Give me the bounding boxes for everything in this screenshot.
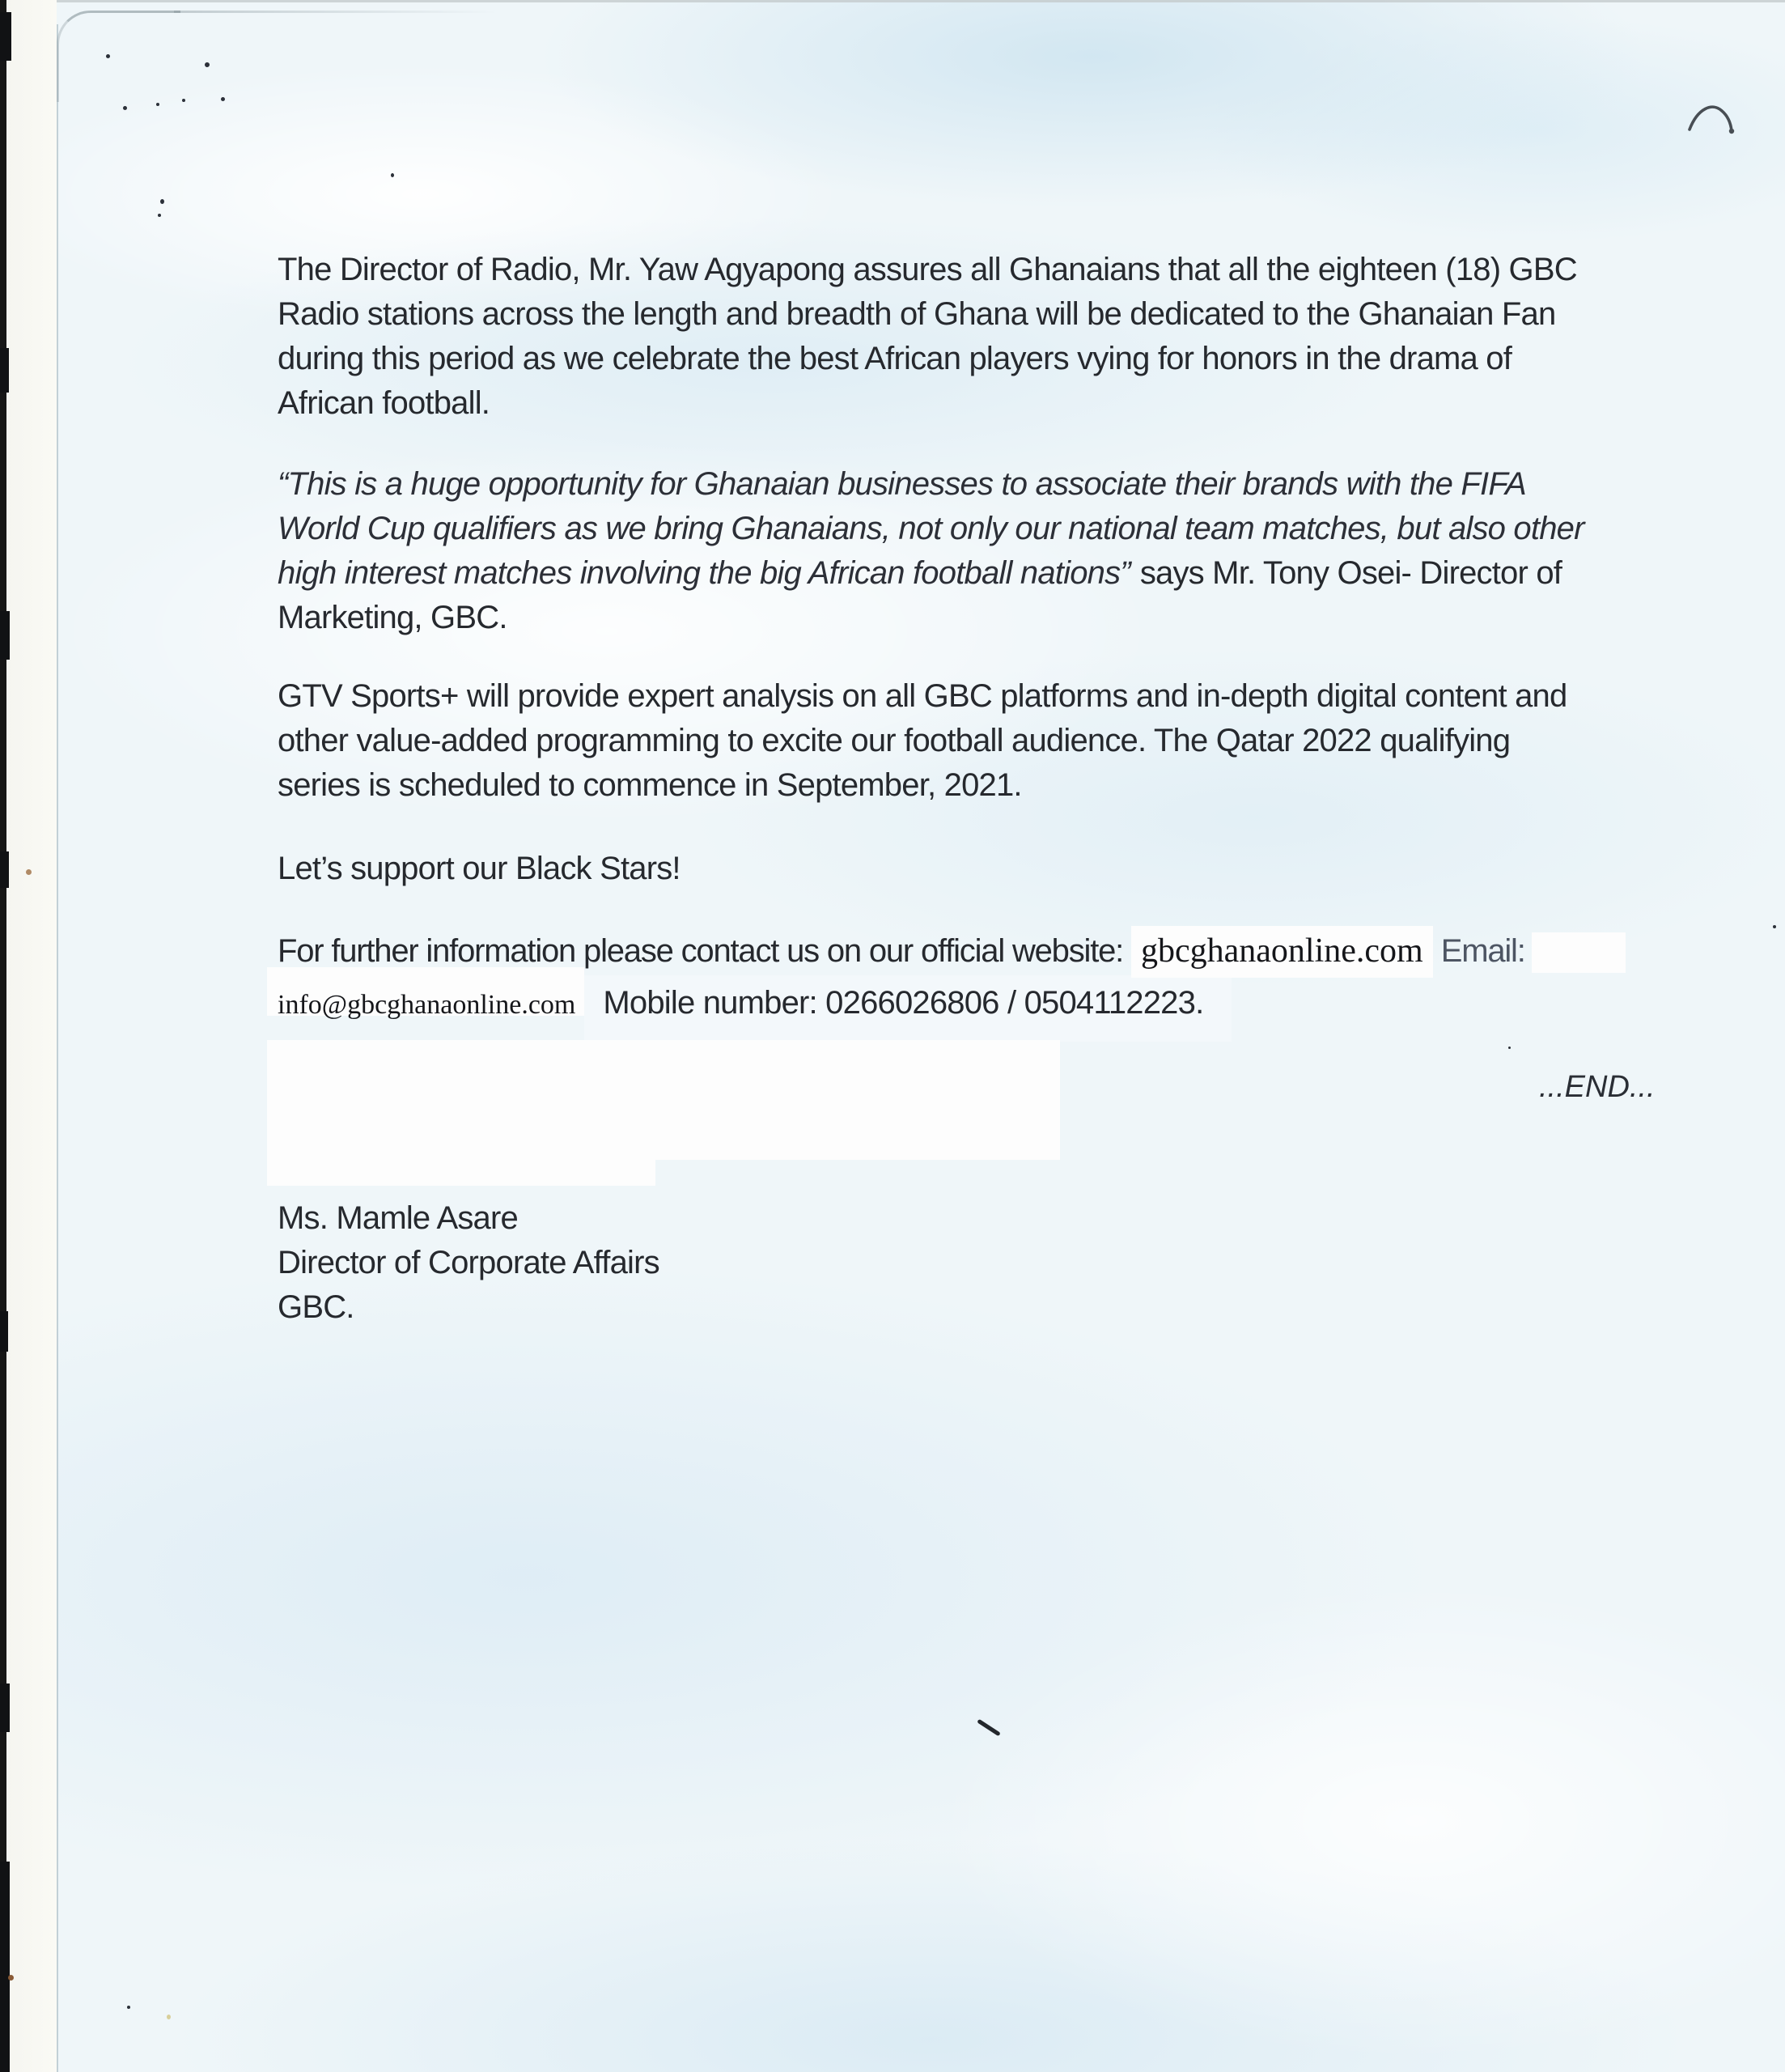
redaction-box — [1532, 932, 1626, 973]
body-line: The Director of Radio, Mr. Yaw Agyapong assures all Ghanaians that all the eighteen (18) GBC — [278, 252, 1577, 287]
scan-speck — [167, 2015, 171, 2019]
scan-edge-blob — [0, 851, 9, 888]
signature-block — [278, 1196, 659, 1330]
scan-edge-blob — [0, 348, 9, 393]
website-url: gbcghanaonline.com — [1131, 926, 1433, 978]
scan-top-edge — [57, 0, 1785, 2]
contact-prefix: For further information please contact us on our official website: — [278, 933, 1131, 969]
page-edge-line — [57, 24, 58, 2072]
contact-info-line2 — [278, 981, 1203, 1027]
support-slogan — [278, 847, 681, 891]
contact-line — [278, 929, 1626, 974]
redaction-box — [267, 1160, 655, 1186]
body-line: Radio stations across the length and breadth of Ghana will be dedicated to the Ghanaian Fan — [278, 296, 1556, 332]
quote-line-italic-part: high interest matches involving the big African football nations” — [278, 555, 1130, 591]
paragraph-director-radio — [278, 248, 1577, 426]
mobile-numbers: Mobile number: 0266026806 / 0504112223. — [603, 985, 1204, 1021]
page-corner-curve — [57, 11, 180, 102]
body-line: other value-added programming to excite our football audience. The Qatar 2022 qualifying — [278, 723, 1511, 758]
scan-speck — [221, 97, 225, 101]
body-line: series is scheduled to commence in September, 2021. — [278, 767, 1022, 803]
scan-speck — [205, 62, 210, 67]
body-line: during this period as we celebrate the best African players vying for honors in the drama of — [278, 341, 1512, 376]
scan-speck — [26, 869, 32, 875]
scan-speck — [182, 99, 185, 102]
scan-left-margin — [6, 0, 57, 2072]
scan-edge-blob — [0, 611, 10, 660]
body-line: GTV Sports+ will provide expert analysis on all GBC platforms and in-depth digital content and — [278, 678, 1567, 714]
redaction-box — [267, 1040, 1060, 1160]
scan-speck — [1773, 925, 1776, 928]
end-marker: ...END... — [1539, 1070, 1656, 1104]
slogan-line: Let’s support our Black Stars! — [278, 851, 681, 886]
contact-line — [278, 981, 1203, 1027]
quote-line: World Cup qualifiers as we bring Ghanaians, not only our national team matches, but also other — [278, 511, 1584, 546]
email-label: Email: — [1440, 933, 1525, 969]
signature-org: GBC. — [278, 1289, 354, 1325]
scan-speck — [123, 106, 127, 110]
scan-edge-blob — [0, 12, 11, 61]
signature-name: Ms. Mamle Asare — [278, 1200, 518, 1236]
scan-speck — [1508, 1047, 1511, 1049]
scan-edge-blob — [0, 1862, 10, 2072]
paragraph-gtv-sports — [278, 674, 1567, 808]
scan-speck — [127, 2006, 130, 2009]
email-address: info@gbcghanaonline.com — [278, 990, 576, 1020]
scan-speck — [391, 173, 394, 177]
quote-line-mixed — [278, 551, 1584, 596]
scan-edge-blob — [0, 1684, 10, 1732]
pen-dash-artifact — [977, 1719, 1001, 1737]
signature-title: Director of Corporate Affairs — [278, 1245, 659, 1280]
scan-speck — [160, 199, 164, 204]
scan-speck — [158, 214, 161, 217]
scan-left-edge — [0, 0, 6, 2072]
paragraph-marketing-quote — [278, 462, 1584, 640]
body-line: African football. — [278, 385, 490, 421]
page-top-edge-fade — [174, 11, 498, 13]
pen-arc-artifact — [1688, 104, 1735, 138]
quote-line: “This is a huge opportunity for Ghanaian businesses to associate their brands with the FIFA — [278, 466, 1526, 502]
scan-edge-blob — [0, 1311, 8, 1352]
quote-line: Marketing, GBC. — [278, 600, 507, 635]
contact-info-line1 — [278, 929, 1626, 974]
scan-speck — [8, 1975, 14, 1981]
scan-speck — [106, 54, 110, 58]
scan-speck — [156, 103, 159, 106]
quote-attribution: says Mr. Tony Osei- Director of — [1139, 555, 1562, 591]
